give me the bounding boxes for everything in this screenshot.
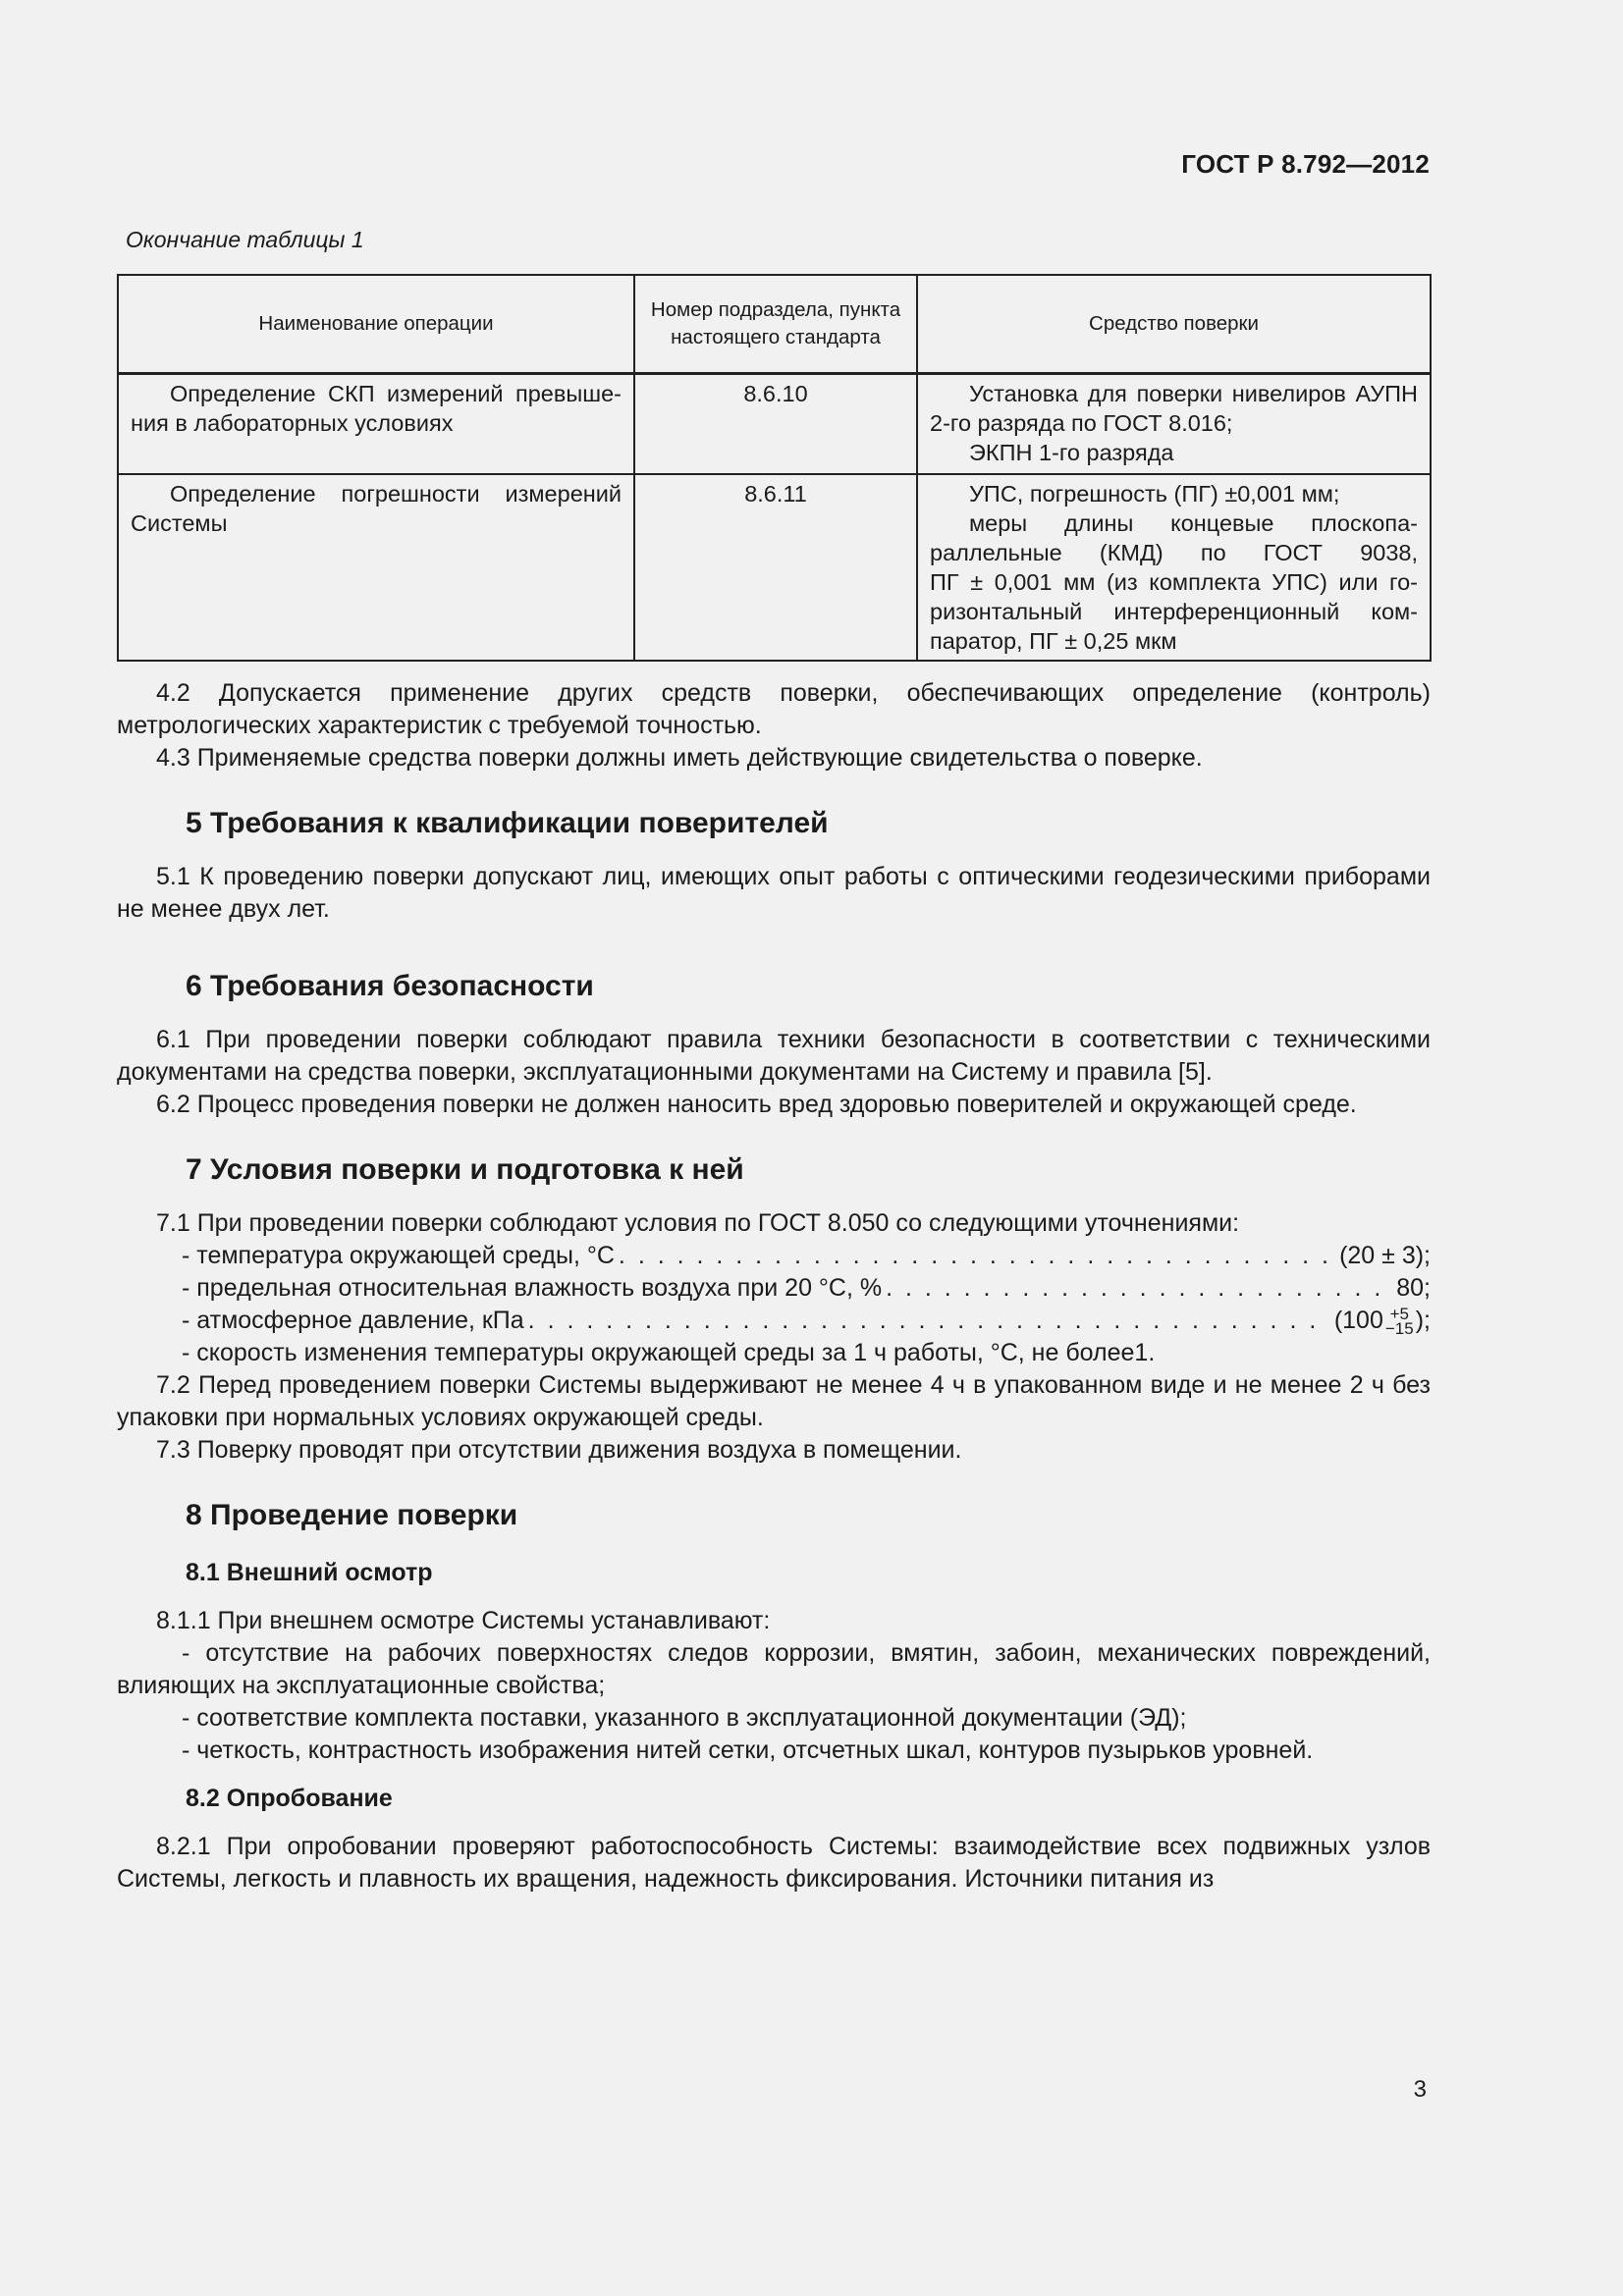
paragraph-5-1: 5.1 К проведению поверки допускают лиц, имеющих опыт работы с оптическими геодезическими приборами не менее двух лет. <box>117 863 1431 923</box>
leader-dots <box>886 1272 1392 1305</box>
table-header-row <box>118 275 1431 374</box>
paragraph-6-1: 6.1 При проведении поверки соблюдают правила техники безопасности в соответствии с техническими документами на средства поверки, эксплуатационными документами на Систему и правила [5]. <box>117 1026 1431 1086</box>
section-heading-6: 6 Требования безопасности <box>186 970 594 1002</box>
means-cell <box>917 474 1431 661</box>
operation-cell <box>118 474 634 661</box>
leader-dots <box>528 1305 1330 1337</box>
cell-line: УПС, погрешность (ПГ) ±0,001 мм; <box>969 481 1340 507</box>
pressure-end: ); <box>1415 1307 1431 1334</box>
cell-line: 2-го разряда по ГОСТ 8.016; <box>930 410 1233 436</box>
cell-line: Установка для поверки нивелиров АУПН <box>969 381 1418 406</box>
paragraph-7-2: 7.2 Перед проведением поверки Системы выдерживают не менее 4 ч в упакованном виде и не менее 2 ч без упаковки при нормальных условиях окружающей среды. <box>117 1371 1431 1431</box>
condition-temperature <box>117 1240 1431 1272</box>
means-cell <box>917 374 1431 475</box>
section-heading-5: 5 Требования к квалификации поверителей <box>186 807 829 839</box>
column-header-means: Средство поверки <box>917 275 1431 374</box>
pressure-base: (100 <box>1333 1307 1383 1334</box>
number-cell: 8.6.11 <box>634 474 917 661</box>
condition-label: - предельная относительная влажность воздуха при 20 °С, % <box>182 1274 883 1302</box>
subsection-heading-8-1: 8.1 Внешний осмотр <box>186 1559 433 1586</box>
cell-line: ПГ ± 0,001 мм (из комплекта УПС) или го- <box>930 569 1418 595</box>
list-item: - соответствие комплекта поставки, указанного в эксплуатационной документации (ЭД); <box>182 1704 1187 1732</box>
leader-dots <box>619 1240 1335 1272</box>
page-number: 3 <box>1413 2076 1427 2103</box>
section-heading-8: 8 Проведение поверки <box>186 1499 518 1531</box>
condition-value: (20 ± 3); <box>1339 1242 1431 1269</box>
condition-value: 80; <box>1396 1274 1431 1302</box>
table-row <box>118 374 1431 475</box>
document-body <box>117 677 1431 1896</box>
subsection-heading-8-2: 8.2 Опробование <box>186 1785 393 1812</box>
condition-label: - температура окружающей среды, °С <box>182 1242 615 1269</box>
paragraph-7-3: 7.3 Поверку проводят при отсутствии движения воздуха в помещении. <box>156 1436 962 1464</box>
condition-humidity <box>117 1272 1431 1305</box>
paragraph-6-2: 6.2 Процесс проведения поверки не должен наносить вред здоровью поверителей и окружающей среде. <box>156 1091 1357 1118</box>
paragraph-4-3: 4.3 Применяемые средства поверки должны иметь действующие свидетельства о поверке. <box>156 744 1203 772</box>
cell-line: Определение погрешности измерений <box>170 481 622 507</box>
cell-line: паратор, ПГ ± 0,25 мкм <box>930 628 1177 654</box>
list-item: - четкость, контрастность изображения нитей сетки, отсчетных шкал, контуров пузырьков уровней. <box>182 1736 1314 1764</box>
column-header-section-number: Номер подраздела, пункта настоящего стандарта <box>634 275 917 374</box>
operations-table <box>117 274 1432 662</box>
cell-line: меры длины концевые плоскопа- <box>969 510 1418 536</box>
cell-line: ризонтальный интерференционный ком- <box>930 599 1418 624</box>
column-header-operation: Наименование операции <box>118 275 634 374</box>
cell-line: ЭКПН 1-го разряда <box>969 440 1174 465</box>
document-code: ГОСТ Р 8.792—2012 <box>1181 149 1430 179</box>
condition-value <box>1334 1305 1431 1337</box>
cell-line: ния в лабораторных условиях <box>131 410 454 436</box>
list-item: - отсутствие на рабочих поверхностях следов коррозии, вмятин, забоин, механических повреждений, влияющих на эксплуатационные свойства; <box>117 1639 1431 1699</box>
cell-line: раллельные (КМД) по ГОСТ 9038, <box>930 540 1418 565</box>
paragraph-4-2: 4.2 Допускается применение других средств поверки, обеспечивающих определение (контроль) метрологических характеристик с требуемой точностью. <box>117 679 1431 739</box>
table-row <box>118 474 1431 661</box>
section-heading-7: 7 Условия поверки и подготовка к ней <box>186 1153 744 1186</box>
paragraph-7-1: 7.1 При проведении поверки соблюдают условия по ГОСТ 8.050 со следующими уточнениями: <box>156 1209 1240 1237</box>
tolerance-plus: +5 <box>1389 1305 1409 1324</box>
cell-line: Системы <box>131 510 228 536</box>
table-caption: Окончание таблицы 1 <box>126 227 364 252</box>
condition-pressure <box>117 1305 1431 1337</box>
cell-line: Определение СКП измерений превыше- <box>170 381 622 406</box>
operation-cell <box>118 374 634 475</box>
tolerance-minus: −15 <box>1384 1319 1414 1339</box>
number-cell: 8.6.10 <box>634 374 917 475</box>
condition-label: - атмосферное давление, кПа <box>182 1307 524 1334</box>
paragraph-8-1-1: 8.1.1 При внешнем осмотре Системы устанавливают: <box>156 1607 771 1634</box>
condition-temperature-rate: - скорость изменения температуры окружающей среды за 1 ч работы, °С, не более1. <box>182 1339 1156 1366</box>
pressure-tolerance <box>1384 1305 1414 1339</box>
paragraph-8-2-1: 8.2.1 При опробовании проверяют работоспособность Системы: взаимодействие всех подвижных узлов Системы, легкость и плавность их вращения, надежность фиксирования. Источники питания из <box>117 1833 1431 1893</box>
